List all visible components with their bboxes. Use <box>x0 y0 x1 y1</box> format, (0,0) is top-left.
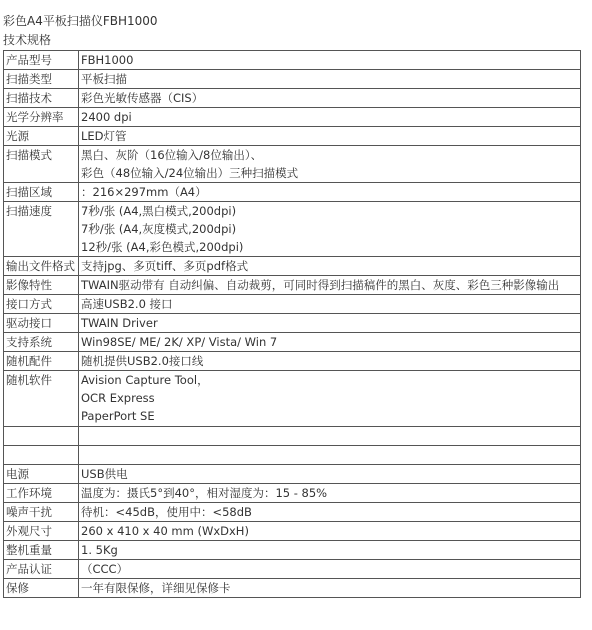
spec-row <box>4 183 581 202</box>
spec-row <box>4 484 581 503</box>
spec-value-line <box>81 427 580 445</box>
document-subtitle: 技术规格 <box>3 33 52 47</box>
spec-value-line: Win98SE/ ME/ 2K/ XP/ Vista/ Win 7 <box>81 335 278 349</box>
document-title: 彩色A4平板扫描仪FBH1000 <box>3 14 158 28</box>
spec-value <box>79 202 581 257</box>
spec-label: 随机配件 <box>4 352 79 371</box>
spec-value-line: 待机：<45dB，使用中：<58dB <box>81 505 252 519</box>
spec-value-line: 彩色光敏传感器（CIS） <box>81 91 204 105</box>
spec-label: 随机软件 <box>4 371 79 427</box>
spec-value-line: 7秒/张 (A4,灰度模式,200dpi) <box>81 222 237 236</box>
spec-label <box>4 446 79 465</box>
spec-value-line: 黑白、灰阶（16位输入/8位输出）、 <box>81 148 263 162</box>
spec-label: 噪声干扰 <box>4 503 79 522</box>
spec-label: 接口方式 <box>4 295 79 314</box>
spec-value-line: Avision Capture Tool， <box>81 373 209 387</box>
spec-value <box>79 183 581 202</box>
spec-label: 电源 <box>4 465 79 484</box>
spec-label: 扫描类型 <box>4 70 79 89</box>
spec-label: 工作环境 <box>4 484 79 503</box>
spec-row <box>4 127 581 146</box>
spec-value-line: 支持jpg、多页tiff、多页pdf格式 <box>81 259 249 273</box>
spec-value <box>79 127 581 146</box>
spec-value-line: LED灯管 <box>81 129 127 143</box>
spec-value-line: 平板扫描 <box>81 72 127 86</box>
spec-value-line: OCR Express <box>81 391 155 405</box>
spec-row <box>4 446 581 465</box>
spec-label: 外观尺寸 <box>4 522 79 541</box>
spec-row <box>4 427 581 446</box>
spec-label: 支持系统 <box>4 333 79 352</box>
spec-value-line: 高速USB2.0 接口 <box>81 297 173 311</box>
spec-value <box>79 314 581 333</box>
spec-label: 影像特性 <box>4 276 79 295</box>
spec-value-line: ：216×297mm（A4） <box>81 185 207 199</box>
spec-value <box>79 108 581 127</box>
spec-value <box>79 522 581 541</box>
spec-label: 扫描速度 <box>4 202 79 257</box>
spec-value <box>79 579 581 598</box>
spec-row <box>4 579 581 598</box>
spec-value <box>79 89 581 108</box>
spec-label: 扫描技术 <box>4 89 79 108</box>
spec-label: 产品认证 <box>4 560 79 579</box>
spec-value-line: FBH1000 <box>81 53 134 67</box>
spec-row <box>4 276 581 295</box>
spec-value-line: 7秒/张 (A4,黑白模式,200dpi) <box>81 204 237 218</box>
spec-value-line: 12秒/张 (A4,彩色模式,200dpi) <box>81 240 244 254</box>
spec-row <box>4 202 581 257</box>
spec-label: 光学分辨率 <box>4 108 79 127</box>
spec-table <box>3 50 581 598</box>
spec-row <box>4 541 581 560</box>
spec-value <box>79 503 581 522</box>
spec-value-line: 彩色（48位输入/24位输出）三种扫描模式 <box>81 166 299 180</box>
spec-row <box>4 333 581 352</box>
spec-label: 光源 <box>4 127 79 146</box>
spec-value-line: PaperPort SE <box>81 409 155 423</box>
spec-value <box>79 146 581 183</box>
spec-label: 扫描区域 <box>4 183 79 202</box>
spec-value-line: 2400 dpi <box>81 110 132 124</box>
spec-value-line: 1. 5Kg <box>81 543 118 557</box>
spec-row <box>4 352 581 371</box>
spec-row <box>4 257 581 276</box>
spec-row <box>4 51 581 70</box>
spec-label: 产品型号 <box>4 51 79 70</box>
spec-value <box>79 276 581 295</box>
spec-row <box>4 371 581 427</box>
spec-value <box>79 51 581 70</box>
spec-value <box>79 333 581 352</box>
spec-label: 驱动接口 <box>4 314 79 333</box>
spec-value <box>79 352 581 371</box>
spec-table-body <box>4 51 581 598</box>
spec-value <box>79 427 581 446</box>
spec-value <box>79 446 581 465</box>
spec-value <box>79 465 581 484</box>
spec-label: 整机重量 <box>4 541 79 560</box>
spec-value <box>79 257 581 276</box>
spec-row <box>4 503 581 522</box>
spec-value <box>79 295 581 314</box>
spec-label <box>4 427 79 446</box>
spec-value-line: 随机提供USB2.0接口线 <box>81 354 204 368</box>
spec-value-line: TWAIN Driver <box>81 316 158 330</box>
spec-row <box>4 522 581 541</box>
spec-row <box>4 89 581 108</box>
spec-value <box>79 560 581 579</box>
spec-value-line: 260 x 410 x 40 mm (WxDxH) <box>81 524 249 538</box>
spec-value-line: （CCC） <box>81 562 129 576</box>
spec-row <box>4 465 581 484</box>
spec-value <box>79 371 581 427</box>
spec-row <box>4 108 581 127</box>
spec-value-line <box>81 446 580 464</box>
spec-row <box>4 70 581 89</box>
spec-label: 保修 <box>4 579 79 598</box>
spec-value-line: TWAIN驱动带有 自动纠偏、自动裁剪，可同时得到扫描稿件的黑白、灰度、彩色三种影像输出 <box>81 278 560 292</box>
spec-label: 输出文件格式 <box>4 257 79 276</box>
spec-label: 扫描模式 <box>4 146 79 183</box>
spec-row <box>4 146 581 183</box>
spec-row <box>4 295 581 314</box>
spec-value-line: USB供电 <box>81 467 128 481</box>
spec-value <box>79 70 581 89</box>
spec-row <box>4 314 581 333</box>
spec-row <box>4 560 581 579</box>
spec-value-line: 一年有限保修，详细见保修卡 <box>81 581 231 595</box>
spec-value-line: 温度为：摄氏5°到40°，相对湿度为：15 - 85% <box>81 486 328 500</box>
spec-value <box>79 541 581 560</box>
spec-value <box>79 484 581 503</box>
